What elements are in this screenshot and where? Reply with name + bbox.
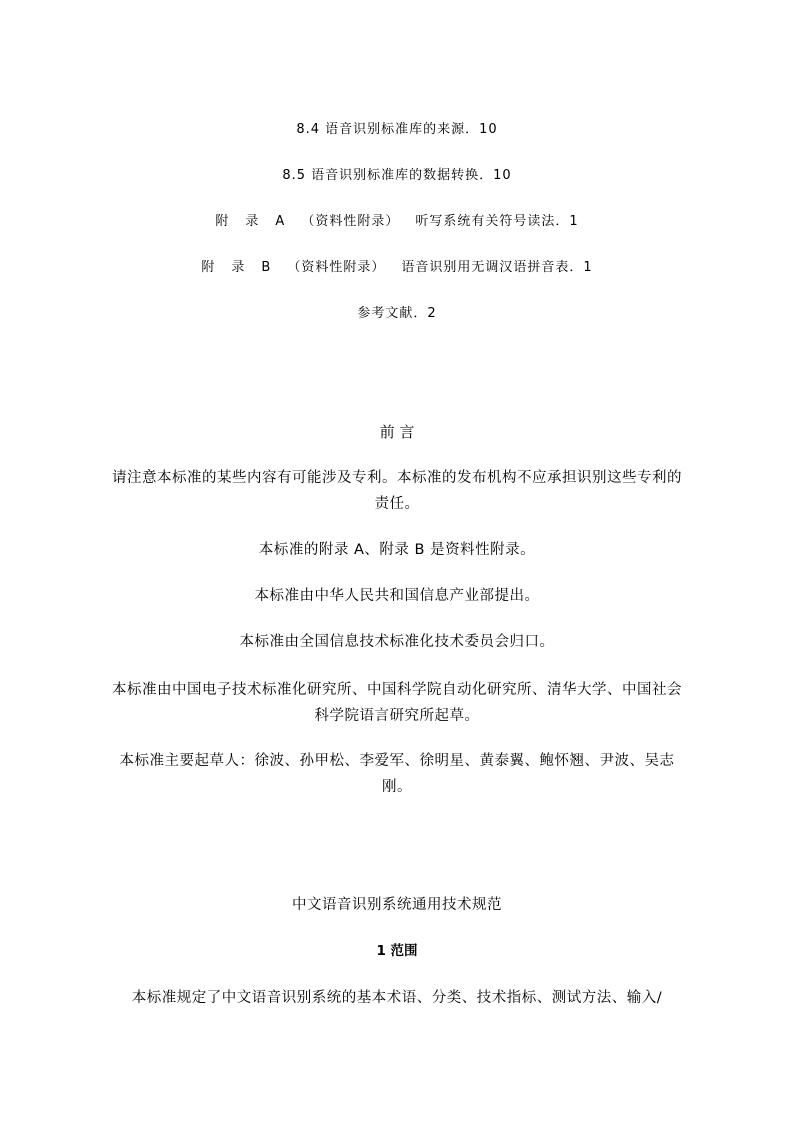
foreword-paragraph-appendix: 本标准的附录 A、附录 B 是资料性附录。 [258, 542, 536, 558]
scope-paragraph-first-line: 本标准规定了中文语音识别系统的基本术语、分类、技术指标、测试方法、输入/ [131, 990, 663, 1006]
foreword-title: 前 言 [379, 423, 415, 441]
toc-appendix-label-1: 附 [201, 260, 216, 275]
toc-appendix-letter: B [261, 260, 272, 275]
foreword-paragraph-authors: 本标准主要起草人：徐波、孙甲松、李爱军、徐明星、黄泰翼、鲍怀翘、尹波、吴志刚。 [119, 753, 675, 795]
toc-entry-appendix-a [0, 212, 794, 232]
toc-appendix-letter: A [275, 214, 286, 229]
standard-title: 中文语音识别系统通用技术规范 [292, 897, 502, 913]
toc-appendix-label-1: 附 [215, 214, 230, 229]
foreword-paragraph-proposer: 本标准由中华人民共和国信息产业部提出。 [254, 588, 540, 604]
toc-entry-8-5: 8.5 语音识别标准库的数据转换．10 [282, 168, 512, 183]
toc-entry-appendix-b [0, 258, 794, 278]
foreword-paragraph-administrator: 本标准由全国信息技术标准化技术委员会归口。 [239, 634, 555, 650]
toc-appendix-title: 听写系统有关符号读法．1 [415, 214, 579, 229]
foreword-paragraph-drafters: 本标准由中国电子技术标准化研究所、中国科学院自动化研究所、清华大学、中国社会科学院语言研究所起草。 [112, 682, 682, 724]
toc-appendix-type: （资料性附录） [287, 260, 386, 275]
toc-appendix-type: （资料性附录） [301, 214, 400, 229]
toc-appendix-label-2: 录 [231, 260, 246, 275]
toc-appendix-title: 语音识别用无调汉语拼音表．1 [401, 260, 593, 275]
toc-entry-references: 参考文献．2 [357, 306, 437, 321]
toc-entry-8-4: 8.4 语音识别标准库的来源．10 [296, 122, 498, 137]
foreword-paragraph-patent: 请注意本标准的某些内容有可能涉及专利。本标准的发布机构不应承担识别这些专利的责任。 [112, 470, 682, 512]
toc-appendix-label-2: 录 [245, 214, 260, 229]
section-heading-scope: 1 范围 [376, 943, 418, 959]
